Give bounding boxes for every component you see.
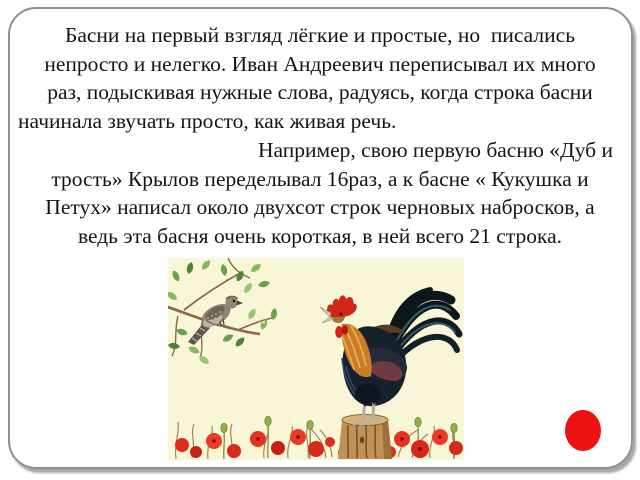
slide-text-line: трость» Крылов переделывал 16раз, а к басне « Кукушка и: [51, 166, 589, 191]
fable-illustration: [168, 258, 464, 460]
slide-text-line: раз, подыскивая нужные слова, радуясь, когда строка басни: [47, 80, 593, 105]
red-dot-shape: [565, 410, 601, 451]
slide-text-line: Басни на первый взгляд лёгкие и простые, но писались: [64, 23, 576, 47]
slide-text-block: [0, 21, 640, 251]
slide-text-line: Петух» написал около двухсот строк черновых набросков, а: [45, 195, 595, 220]
slide-text-line: непросто и нелегко. Иван Андреевич переписывал их много: [44, 51, 596, 76]
slide-text-line: Например, свою первую басню «Дуб и: [257, 137, 613, 162]
slide-text-line: ведь эта басня очень короткая, в ней всего 21 строка.: [77, 223, 563, 248]
slide-text-line: начинала звучать просто, как живая речь.: [18, 109, 397, 134]
